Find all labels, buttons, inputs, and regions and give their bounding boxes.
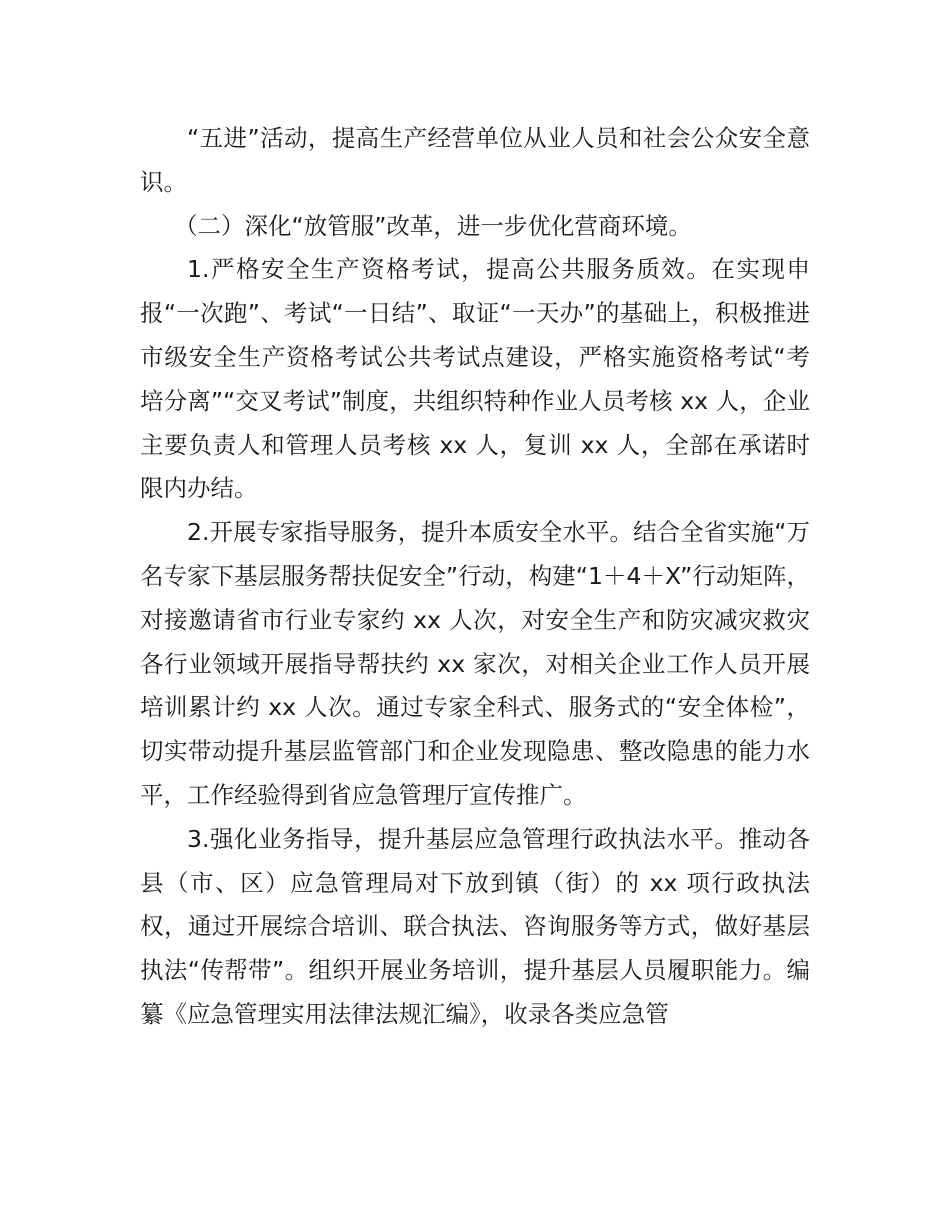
document-body — [140, 117, 810, 1037]
section-heading: （二）深化“放管服”改革，进一步优化营商环境。 — [174, 211, 692, 240]
paragraph-item-2: 2.开展专家指导服务，提升本质安全水平。结合全省实施“万名专家下基层服务帮扶促安全”行动，构建“1＋4＋X”行动矩阵，对接邀请省市行业专家约 xx 人次，对安全生产和防灾减灾救灾各行业领域开展指导帮扶约 xx 家次，对相关企业工作人员开展培训累计约 xx 人次。通过专家全科式、服务式的“安全体检”，切实带动提升基层监管部门和企业发现隐患、整改隐患的能力水平，工作经验得到省应急管理厅宣传推广。 — [140, 518, 810, 809]
paragraph-item-1: 1.严格安全生产资格考试，提高公共服务质效。在实现申报“一次跑”、考试“一日结”、取证“一天办”的基础上，积极推进市级安全生产资格考试公共考试点建设，严格实施资格考试“考培分离”“交叉考试”制度，共组织特种作业人员考核 xx 人，企业主要负责人和管理人员考核 xx 人，复训 xx 人，全部在承诺时限内办结。 — [140, 255, 810, 503]
paragraph-body: “五进”活动，提高生产经营单位从业人员和社会公众安全意识。 — [140, 124, 810, 196]
paragraph-item-3: 3.强化业务指导，提升基层应急管理行政执法水平。推动各县（市、区）应急管理局对下放到镇（街）的 xx 项行政执法权，通过开展综合培训、联合执法、咨询服务等方式，做好基层执法“传帮带”。组织开展业务培训，提升基层人员履职能力。编纂《应急管理实用法律法规汇编》，收录各类应急管 — [140, 824, 810, 1028]
